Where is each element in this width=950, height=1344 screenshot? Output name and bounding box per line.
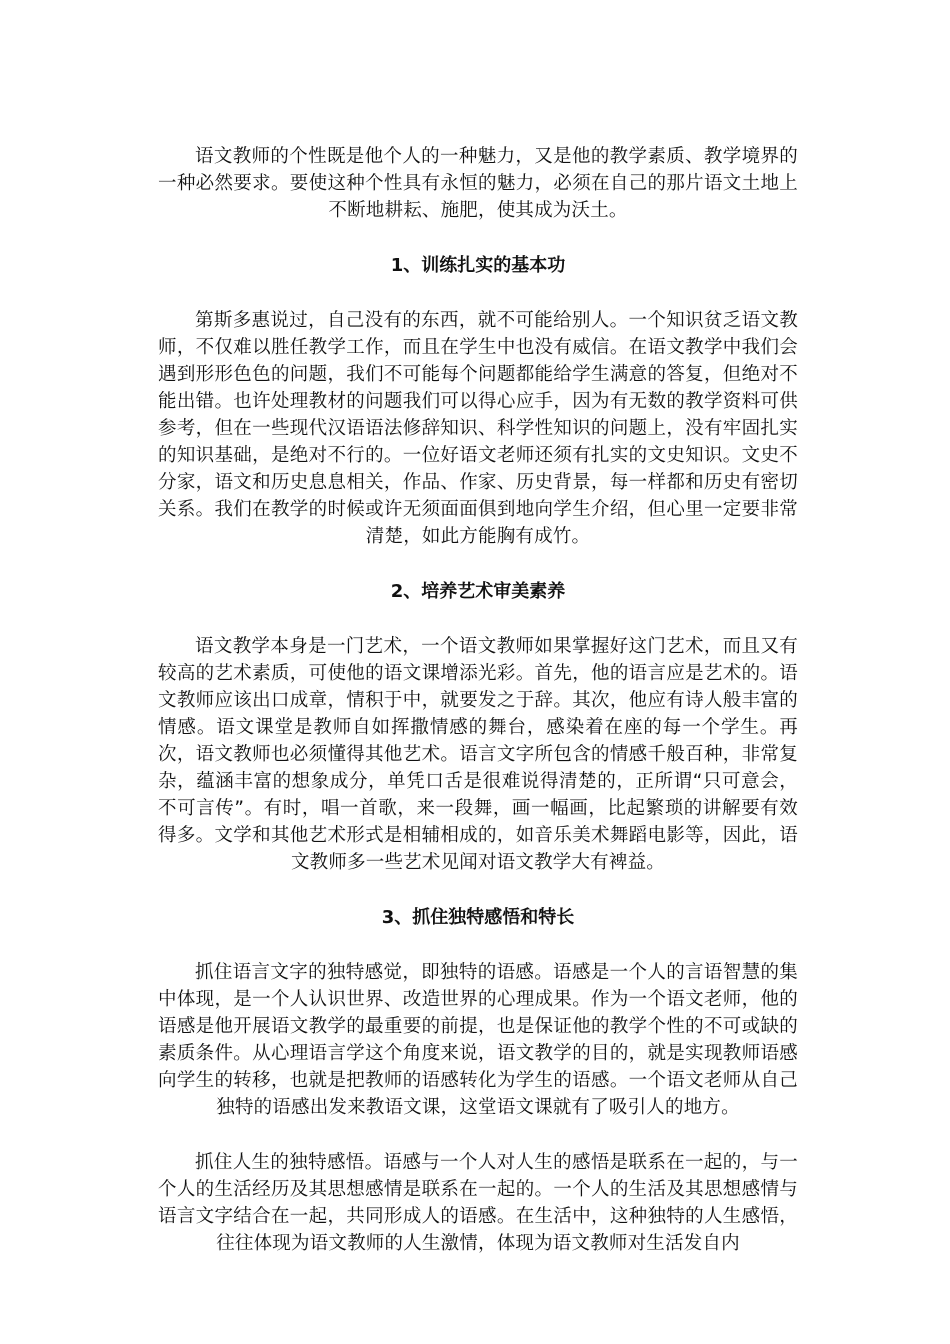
intro-paragraph: 语文教师的个性既是他个人的一种魅力，又是他的教学素质、教学境界的一种必然要求。要使这种个性具有永恒的魅力，必须在自己的那片语文土地上不断地耕耘、施肥，使其成为沃土。 xyxy=(158,146,798,221)
section-3-paragraph-1: 抓住语言文字的独特感觉，即独特的语感。语感是一个人的言语智慧的集中体现，是一个人认识世界、改造世界的心理成果。作为一个语文老师，他的语感是他开展语文教学的最重要的前提，也是保证他的教学个性的不可或缺的素质条件。从心理语言学这个角度来说，语文教学的目的，就是实现教师语感向学生的转移，也就是把教师的语感转化为学生的语感。一个语文老师从自己独特的语感出发来教语文课，这堂语文课就有了吸引人的地方。 xyxy=(158,962,798,1118)
section-2-paragraph-1: 语文教学本身是一门艺术，一个语文教师如果掌握好这门艺术，而且又有较高的艺术素质，可使他的语文课增添光彩。首先，他的语言应是艺术的。语文教师应该出口成章，情积于中，就要发之于辞。其次，他应有诗人般丰富的情感。语文课堂是教师自如挥撒情感的舞台，感染着在座的每一个学生。再次，语文教师也必须懂得其他艺术。语言文字所包含的情感千般百种，非常复杂，蕴涵丰富的想象成分，单凭口舌是很难说得清楚的，正所谓“只可意会，不可言传”。有时，唱一首歌，来一段舞，画一幅画，比起繁琐的讲解要有效得多。文学和其他艺术形式是相辅相成的，如音乐美术舞蹈电影等，因此，语文教师多一些艺术见闻对语文教学大有裨益。 xyxy=(158,636,798,873)
section-1-heading: 1、训练扎实的基本功 xyxy=(390,255,566,276)
section-1-paragraph-1: 第斯多惠说过，自己没有的东西，就不可能给别人。一个知识贫乏语文教师，不仅难以胜任教学工作，而且在学生中也没有威信。在语文教学中我们会遇到形形色色的问题，我们不可能每个问题都能给学生满意的答复，但绝对不能出错。也许处理教材的问题我们可以得心应手，因为有无数的教学资料可供参考，但在一些现代汉语语法修辞知识、科学性知识的问题上，没有牢固扎实的知识基础，是绝对不行的。一位好语文老师还须有扎实的文史知识。文史不分家，语文和历史息息相关，作品、作家、历史背景，每一样都和历史有密切关系。我们在教学的时候或许无须面面俱到地向学生介绍，但心里一定要非常清楚，如此方能胸有成竹。 xyxy=(158,310,798,547)
document-page xyxy=(158,143,798,1257)
section-2-heading: 2、培养艺术审美素养 xyxy=(390,581,566,602)
section-3-heading: 3、抓住独特感悟和特长 xyxy=(381,907,575,928)
section-3-paragraph-2: 抓住人生的独特感悟。语感与一个人对人生的感悟是联系在一起的，与一个人的生活经历及其思想感情是联系在一起的。一个人的生活及其思想感情与语言文字结合在一起，共同形成人的语感。在生活中，这种独特的人生感悟，往往体现为语文教师的人生激情，体现为语文教师对生活发自内 xyxy=(158,1152,798,1254)
